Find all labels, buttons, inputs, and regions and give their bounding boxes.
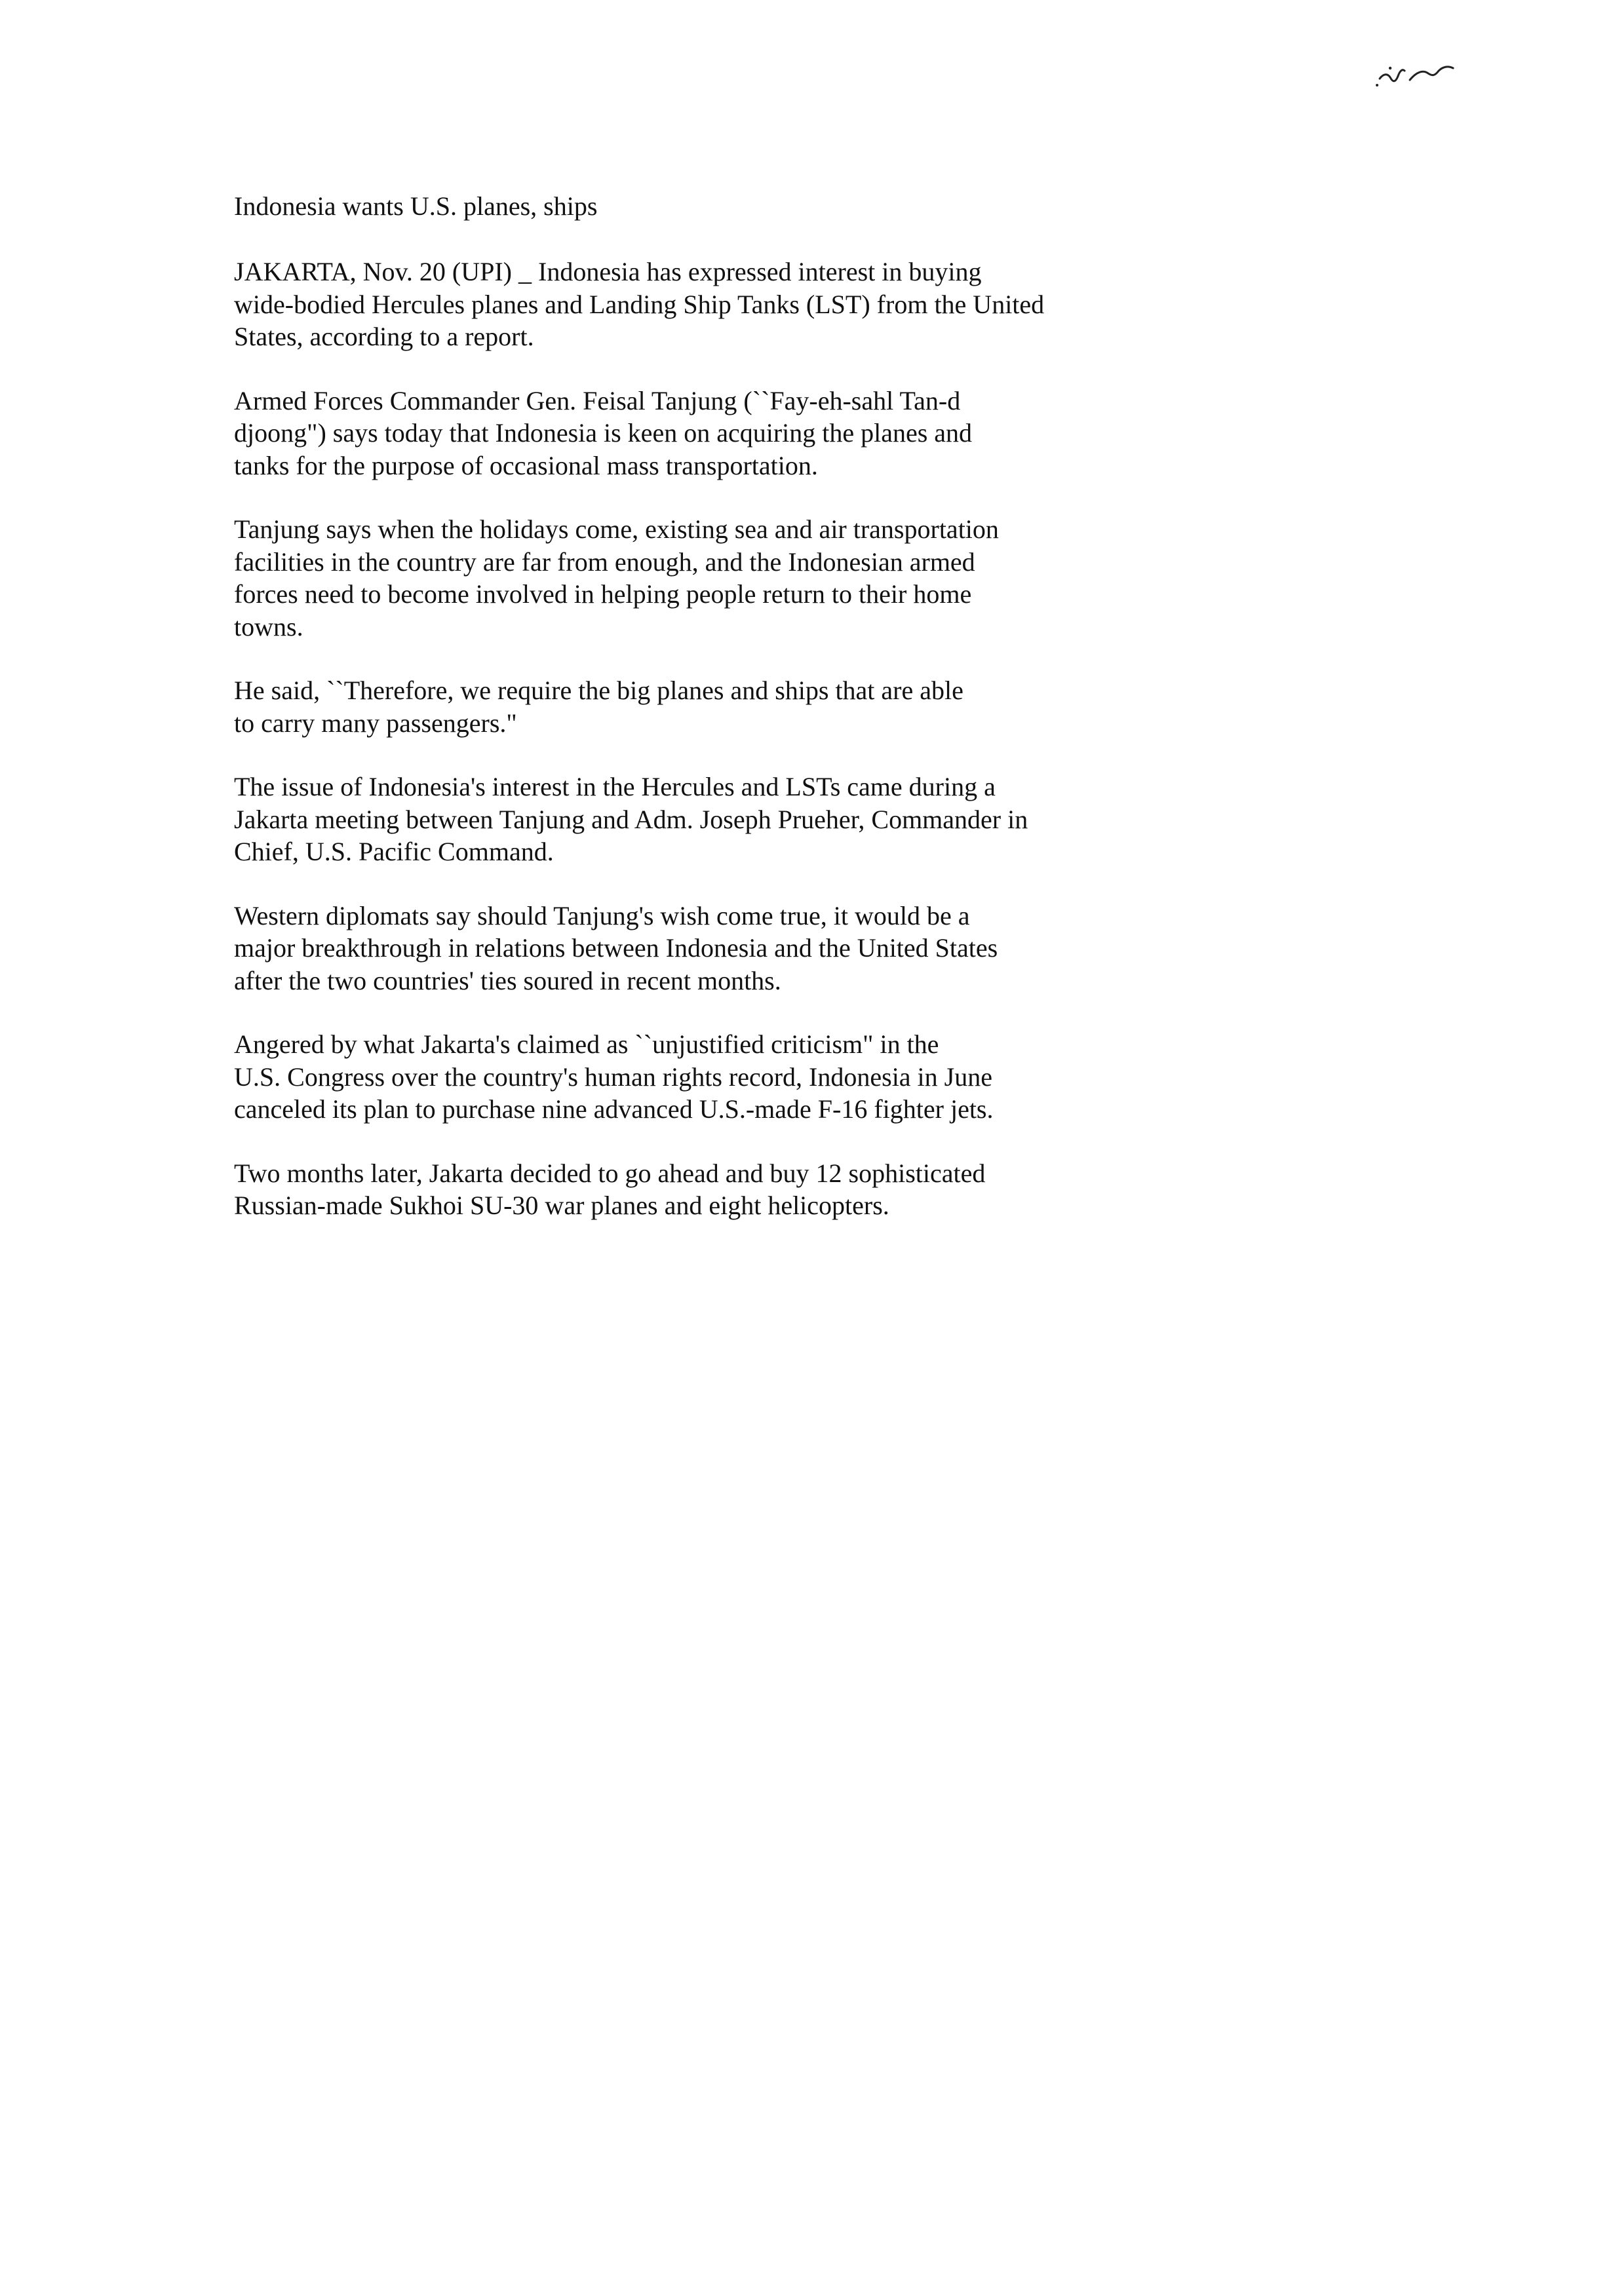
text-line: Chief, U.S. Pacific Command.	[234, 837, 554, 866]
text-line: He said, ``Therefore, we require the big planes and ships that are able	[234, 676, 963, 705]
article-body	[234, 190, 1152, 1253]
text-line: Western diplomats say should Tanjung's wish come true, it would be a	[234, 900, 970, 930]
text-line: to carry many passengers."	[234, 708, 517, 738]
paragraph	[234, 385, 1152, 482]
text-line: Jakarta meeting between Tanjung and Adm. Joseph Prueher, Commander in	[234, 804, 1028, 834]
paragraph	[234, 674, 1152, 739]
paragraph	[234, 1157, 1152, 1222]
handwritten-annotation-icon	[1373, 54, 1458, 93]
paragraph	[234, 771, 1152, 868]
article-headline: Indonesia wants U.S. planes, ships	[234, 191, 598, 221]
text-line: Two months later, Jakarta decided to go ahead and buy 12 sophisticated	[234, 1158, 986, 1188]
text-line: Armed Forces Commander Gen. Feisal Tanjung (``Fay-eh-sahl Tan-d	[234, 385, 961, 415]
text-line: major breakthrough in relations between Indonesia and the United States	[234, 933, 998, 963]
paragraph	[234, 513, 1152, 643]
text-line: The issue of Indonesia's interest in the Hercules and LSTs came during a	[234, 772, 996, 801]
text-line: wide-bodied Hercules planes and Landing Ship Tanks (LST) from the United	[234, 289, 1045, 319]
text-line: JAKARTA, Nov. 20 (UPI) _ Indonesia has expressed interest in buying	[234, 257, 982, 286]
text-line: towns.	[234, 611, 303, 641]
text-line: djoong") says today that Indonesia is keen on acquiring the planes and	[234, 418, 973, 448]
text-line: facilities in the country are far from enough, and the Indonesian armed	[234, 546, 975, 577]
text-line: Russian-made Sukhoi SU-30 war planes and eight helicopters.	[234, 1191, 889, 1220]
text-line: States, according to a report.	[234, 322, 534, 351]
text-line: forces need to become involved in helping people return to their home	[234, 579, 972, 609]
text-line: U.S. Congress over the country's human rights record, Indonesia in June	[234, 1062, 992, 1092]
text-line: tanks for the purpose of occasional mass transportation.	[234, 450, 818, 480]
text-line: after the two countries' ties soured in recent months.	[234, 965, 781, 995]
paragraph	[234, 1028, 1152, 1126]
text-line: Tanjung says when the holidays come, existing sea and air transportation	[234, 514, 999, 544]
paragraph	[234, 256, 1152, 353]
text-line: canceled its plan to purchase nine advanced U.S.-made F-16 fighter jets.	[234, 1094, 994, 1124]
paragraph	[234, 900, 1152, 997]
text-line: Angered by what Jakarta's claimed as ``unjustified criticism" in the	[234, 1029, 939, 1059]
